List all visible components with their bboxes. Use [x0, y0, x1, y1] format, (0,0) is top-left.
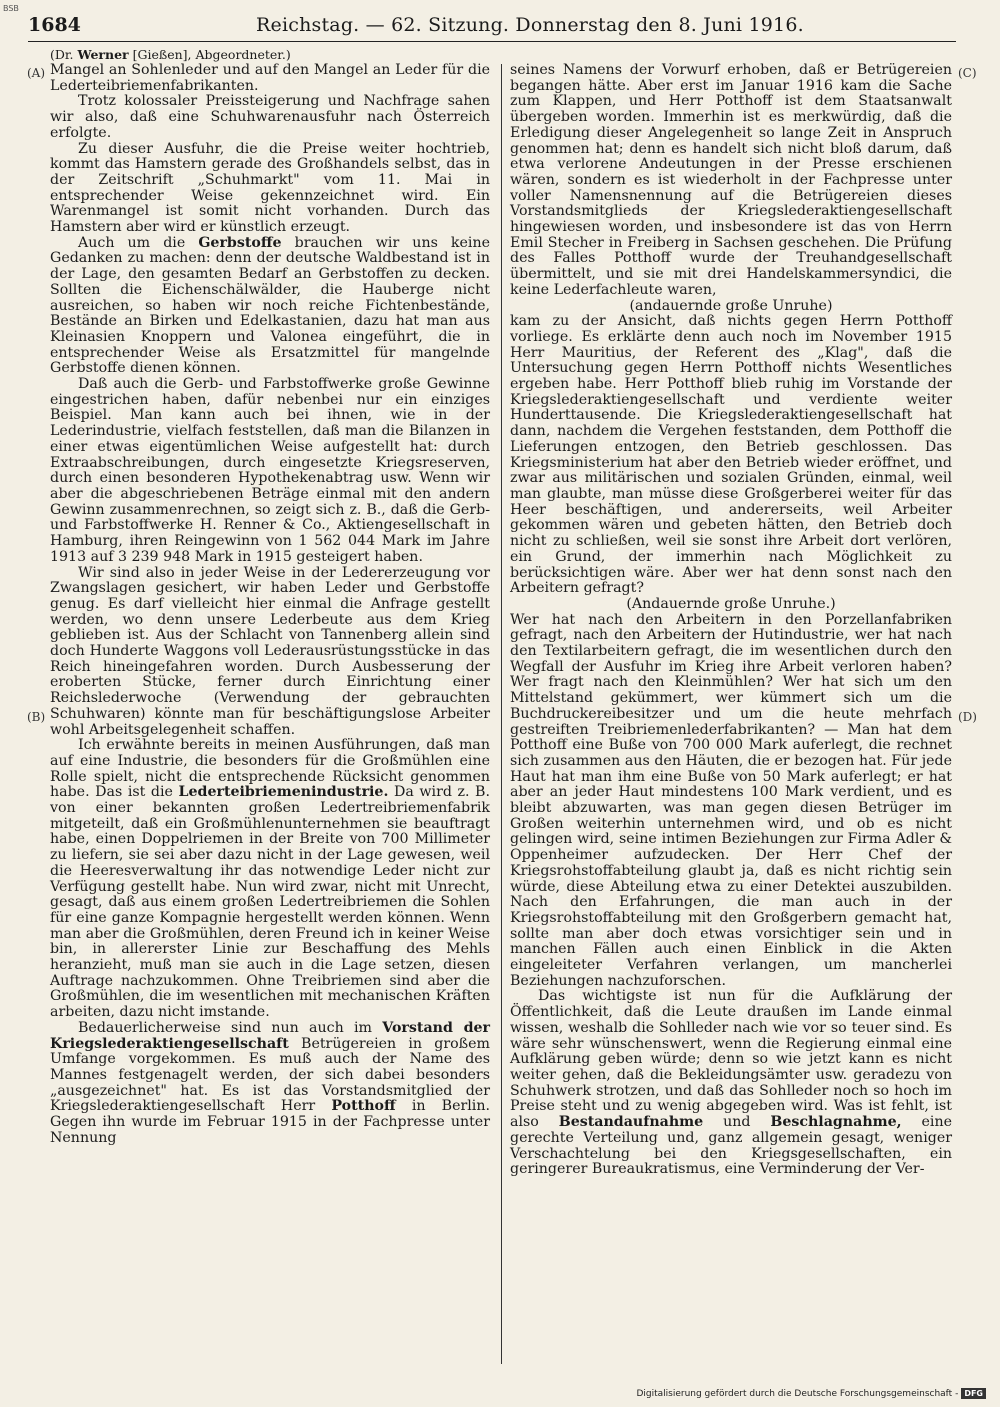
- interjection: (andauernde große Unruhe): [629, 297, 833, 314]
- header-rule: [28, 41, 956, 42]
- paragraph: Bedauerlicherweise sind nun auch im Vorstand der Kriegslederaktiengesellschaft Betrügereien in großem Umfange vorgekommen. Es muß auch der Name des Mannes festgenagelt werden, der sich dabei besonders „ausgezeichnet" hat. Es ist das Vorstandsmitglied der Kriegslederaktiengesellschaft Herr Potthoff in Berlin. Gegen ihn wurde im Februar 1915 in der Fachpresse unter Nennung: [50, 1019, 491, 1146]
- emphasis: Vorstand der Kriegslederaktiengesellschaft: [50, 1019, 491, 1052]
- right-column: [510, 63, 952, 1178]
- paragraph: Auch um die Gerbstoffe brauchen wir uns keine Gedanken zu machen: denn der deutsche Waldbestand ist in der Lage, den gesamten Bedarf an Gerbstoffen zu decken. Sollten die Eichenschälwälder, die Hauberge nicht ausreichen, so haben wir noch reiche Fichtenbestände, Bestände an Birken und Edelkastanien, dazu hat man aus Kleinasien Knoppern und Valonea eingeführt, die in entsprechender Weise als Ersatzmittel für mangelnde Gerbstoffe dienen können.: [50, 234, 490, 377]
- speaker-line: [50, 47, 291, 62]
- paragraph: kam zu der Ansicht, daß nichts gegen Herrn Potthoff vorliege. Es erklärte denn auch noch im November 1915 Herr Mauritius, der Referent des „Klag", daß die Untersuchung gegen Herrn Potthoff nichts Wesentliches ergeben habe. Herr Potthoff blieb ruhig im Vorstande der Kriegslederaktiengesellschaft und verdiente weiter Hunderttausende. Die Kriegslederaktiengesellschaft hat dann, nachdem die Vergehen feststanden, dem Potthoff die Lieferungen entzogen, den Betrieb geschlossen. Das Kriegsministerium hat aber den Betrieb wieder eröffnet, und zwar aus militärischen und sozialen Gründen, einmal, weil man glaubte, man müsse diese Großgerberei weiter für das Heer beschäftigen, und andererseits, weil Arbeiter gekommen wären und gebeten hätten, den Betrieb doch nicht zu schließen, weil sie sonst ihre Arbeit dort verlören, ein Grund, der immerhin nach Möglichkeit zu berücksichtigen wäre. Aber wer hat denn sonst nach den Arbeitern gefragt?: [510, 313, 952, 597]
- paragraph: Ich erwähnte bereits in meinen Ausführungen, daß man auf eine Industrie, die besonders für die Großmühlen eine Rolle spielt, nicht die entsprechende Rücksicht genommen habe. Das ist die Lederteibriemenindustrie. Da wird z. B. von einer bekannten großen Ledertreibriemenfabrik mitgeteilt, daß ein Großmühlenunternehmen sie beauftragt habe, einen Doppelriemen in der Breite von 700 Millimeter zu liefern, sie sei aber dazu nicht in der Lage gewesen, weil die Heeresverwaltung ihr das notwendige Leder nicht zur Verfügung gestellt habe. Nun wird zwar, nicht mit Unrecht, gesagt, daß aus einem großen Ledertreibriemen die Sohlen für eine ganze Kompagnie hergestellt werden können. Wenn man aber die Großmühlen, deren Freund ich in keiner Weise bin, in allererster Linie zur Beschaffung des Mehls heranzieht, muß man sie auch in die Lage setzen, diesen Auftrage nachzukommen. Ohne Treibriemen sind aber die Großmühlen, die im wesentlichen mit mechanischen Kräften arbeiten, dazu nicht imstande.: [50, 737, 490, 1021]
- running-title: Reichstag. — 62. Sitzung. Donnerstag den 8. Juni 1916.: [256, 14, 804, 36]
- paragraph: Zu dieser Ausfuhr, die die Preise weiter hochtrieb, kommt das Hamstern gerade des Großhandels selbst, das in der Zeitschrift „Schuhmarkt" vom 11. Mai in entsprechender Weise gekennzeichnet wird. Ein Warenmangel ist somit nicht vorhanden. Durch das Hamstern aber wird er künstlich erzeugt.: [50, 140, 490, 236]
- paragraph: Wer hat nach den Arbeitern in den Porzellanfabriken gefragt, nach den Arbeitern der Hutindustrie, wer hat nach den Textilarbeitern gefragt, die im wesentlichen durch den Wegfall der Ausfuhr im Krieg ihre Arbeit verloren haben? Wer fragt nach den Kleinmühlen? Wer hat sich um den Mittelstand gekümmert, wer kümmert sich um die Buchdruckereibesitzer und um die heute mehrfach gestreiften Treibriemenlederfabrikanten? — Man hat dem Potthoff eine Buße von 700 000 Mark auferlegt, die rechnet sich zusammen aus den Häuten, die er bezogen hat. Für jede Haut hat man ihm eine Buße von 50 Mark auferlegt; er hat aber an jeder Haut mindestens 100 Mark verdient, und es bleibt abzuwarten, was man gegen diesen Betrüger im Großen weiterhin unternehmen wird, und ob es nicht gelingen wird, seine intimen Beziehungen zur Firma Adler & Oppenheimer aufzudecken. Der Herr Chef der Kriegsrohstoffabteilung glaubt ja, daß es nicht richtig sein würde, diese Abteilung etwa zu einer Detektei auszubilden. Nach den Erfahrungen, die man auch in der Kriegsrohstoffabteilung mit den Großgerbern gemacht hat, sollte man aber doch etwas vorsichtiger sein und in manchen Fällen auch einen Einblick in die Akten eingeleiteter Verfahren verlangen, um mancherlei Beziehungen nachzuforschen.: [510, 611, 952, 989]
- emphasis: Lederteibriemenindustrie.: [178, 784, 389, 801]
- paragraph: seines Namens der Vorwurf erhoben, daß er Betrügereien begangen hätte. Aber erst im Januar 1916 kam die Sache zum Klappen, und Herr Potthoff ist dem Staatsanwalt übergeben worden. Immerhin ist es merkwürdig, daß die Erledigung dieser Angelegenheit so lange Zeit in Anspruch genommen hat; denn es handelt sich nicht bloß darum, daß etwa verlorene Andeutungen in der Presse erschienen wären, sondern es ist wiederholt in der Fachpresse unter voller Namensnennung auf die Betrügereien dieses Vorstandsmitglieds der Kriegslederaktiengesellschaft hingewiesen worden, und insbesondere ist das von Herrn Emil Stecher in Freiberg in Sachsen geschehen. Die Prüfung des Falles Potthoff wurde der Treuhandgesellschaft übermittelt, und sie mit drei Handelskammersyndici, die keine Lederfachleute waren,: [510, 62, 952, 298]
- speaker-rest: [Gießen], Abgeordneter.): [128, 47, 291, 62]
- emphasis: Beschlagnahme,: [770, 1114, 902, 1131]
- paragraph: Wir sind also in jeder Weise in der Ledererzeugung vor Zwangslagen gesichert, wir haben Leder und Gerbstoffe genug. Es darf vielleicht hier einmal die Anfrage gestellt werden, wo denn unsere Lederbeute aus dem Krieg geblieben ist. Aus der Schlacht von Tannenberg allein sind doch Hunderte Waggons voll Lederausrüstungsstücke in das Reich hineingefahren worden. Durch Ausbesserung der eroberten Stücke, ferner durch Einrichtung einer Reichslederwoche (Verwendung der gebrauchten Schuhwaren) könnte man für beschäftigungslose Arbeiter wohl Arbeitsgelegenheit schaffen.: [50, 564, 490, 738]
- emphasis: Bestandaufnahme: [558, 1114, 704, 1131]
- margin-marker-a: (A): [27, 66, 46, 80]
- footer-text: Digitalisierung gefördert durch die Deutsche Forschungsgemeinschaft -: [636, 1388, 959, 1399]
- speaker-prefix: (Dr.: [50, 47, 78, 62]
- dfg-logo: DFG: [961, 1388, 986, 1399]
- page-header: [28, 14, 956, 40]
- margin-marker-d: (D): [958, 710, 977, 724]
- footer-credit: [636, 1388, 986, 1399]
- margin-marker-b: (B): [27, 710, 46, 724]
- margin-marker-c: (C): [958, 66, 977, 80]
- paragraph: Mangel an Sohlenleder und auf den Mangel an Leder für die Lederteibriemenfabrikanten.: [50, 62, 490, 94]
- library-stamp: BSB: [3, 4, 19, 13]
- left-column: [50, 63, 490, 1147]
- page-number: 1684: [28, 14, 81, 36]
- interjection: (Andauernde große Unruhe.): [626, 595, 836, 612]
- paragraph: Trotz kolossaler Preissteigerung und Nachfrage sahen wir also, daß eine Schuhwarenausfuhr nach Österreich erfolgte.: [50, 93, 490, 141]
- column-divider: [501, 64, 502, 1364]
- paragraph: Das wichtigste ist nun für die Aufklärung der Öffentlichkeit, daß die Leute draußen im Lande einmal wissen, weshalb die Sohlleder nach wie vor so teuer sind. Es wäre sehr wünschenswert, wenn die Regierung einmal eine Aufklärung geben würde; denn so wie jetzt kann es nicht weiter gehen, daß die Bekleidungsämter usw. geradezu von Schuhwerk strotzen, und daß das Sohlleder noch so hoch im Preise steht und zu wenig abgegeben wird. Was ist fehlt, ist also Bestandaufnahme und Beschlagnahme, eine gerechte Verteilung und, ganz allgemein gesagt, weniger Verschachtelung bei den Kriegsgesellschaften, ein geringerer Bureaukratismus, eine Verminderung der Ver-: [510, 988, 952, 1178]
- emphasis: Gerbstoffe: [198, 234, 282, 251]
- emphasis: Potthoff: [331, 1098, 396, 1115]
- speaker-name: Werner: [77, 47, 129, 62]
- paragraph: Daß auch die Gerb- und Farbstoffwerke große Gewinne eingestrichen haben, dafür nebenbei nur ein einziges Beispiel. Man kann auch bei ihnen, wie in der Lederindustrie, vielfach feststellen, daß man die Bilanzen in einer etwas eigentümlichen Weise aufgestellt hat: durch Extraabschreibungen, durch eingesetzte Kriegsreserven, durch einen besonderen Hypothekenabtrag usw. Wenn wir aber die abgeschriebenen Beträge einmal mit den andern Gewinn zusammenrechnen, so zeigt sich z. B., daß die Gerb- und Farbstoffwerke H. Renner & Co., Aktiengesellschaft in Hamburg, ihren Reingewinn von 1 562 044 Mark im Jahre 1913 auf 3 239 948 Mark in 1915 gesteigert haben.: [50, 376, 490, 565]
